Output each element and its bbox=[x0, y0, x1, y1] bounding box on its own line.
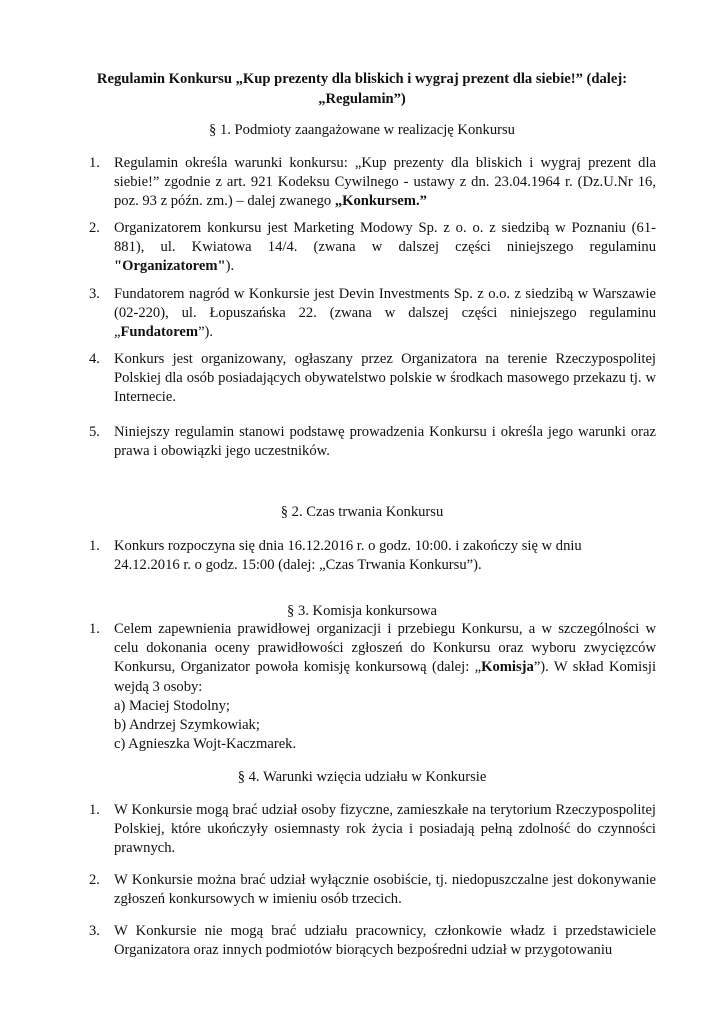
list-item bbox=[89, 154, 656, 212]
item-text: Fundatorem nagród w Konkursie jest Devin Investments Sp. z o.o. z siedzibą w Warszawie (02-220), ul. Łopuszańska 22. (zwana w dalszej części niniejszego regulaminu „Fundatorem”). bbox=[114, 286, 656, 341]
item-number: 4. bbox=[89, 351, 100, 367]
section-heading-1: § 1. Podmioty zaangażowane w realizację Konkursu bbox=[209, 122, 515, 138]
item-text: W Konkursie można brać udział wyłącznie osobiście, tj. niedopuszczalne jest dokonywanie zgłoszeń konkursowych w imieniu osób trzecich. bbox=[114, 872, 656, 908]
item-number: 3. bbox=[89, 923, 100, 939]
list-item bbox=[89, 620, 656, 754]
item-text: W Konkursie mogą brać udział osoby fizyczne, zamieszkałe na terytorium Rzeczypospolitej Polskiej, które ukończyły osiemnasty rok życia i posiadają pełną zdolność do czynności prawnych. bbox=[114, 802, 656, 857]
item-number: 1. bbox=[89, 802, 100, 818]
list-item bbox=[89, 537, 656, 575]
item-text: Niniejszy regulamin stanowi podstawę prowadzenia Konkursu i określa jego warunki oraz prawa i obowiązki jego uczestników. bbox=[114, 424, 656, 460]
section-heading-4: § 4. Warunki wzięcia udziału w Konkursie bbox=[237, 769, 487, 785]
item-number: 5. bbox=[89, 424, 100, 440]
title-line-1: Regulamin Konkursu „Kup prezenty dla bliskich i wygraj prezent dla siebie!” (dalej: bbox=[96, 71, 628, 87]
committee-member: a) Maciej Stodolny; bbox=[114, 697, 230, 714]
item-text: W Konkursie nie mogą brać udziału pracownicy, członkowie władz i przedstawiciele Organizatora oraz innych podmiotów biorących bezpośredni udział w przygotowaniu bbox=[114, 923, 656, 959]
title-line-2: „Regulamin”) bbox=[318, 91, 406, 107]
list-item bbox=[89, 922, 656, 960]
list-item bbox=[89, 285, 656, 343]
item-text: Konkurs jest organizowany, ogłaszany przez Organizatora na terenie Rzeczypospolitej Polskiej dla osób posiadających obywatelstwo polskie w środkach masowego przekazu tj. w Internecie. bbox=[114, 351, 656, 406]
list-item bbox=[89, 219, 656, 277]
item-number: 2. bbox=[89, 220, 100, 236]
item-text: Celem zapewnienia prawidłowej organizacji i przebiegu Konkursu, a w szczególności w celu dokonania oceny prawidłowości zgłoszeń do Konkursu oraz wyboru zwycięzców Konkursu, Organizator powoła komisję konkursową (dalej: „Komisja”). W skład Komisji wejdą 3 osoby: a) Maciej Stodolny; b) Andrzej Szymkowiak; c) Agnieszka Wojt-Kaczmarek. bbox=[114, 620, 656, 754]
committee-member: c) Agnieszka Wojt-Kaczmarek. bbox=[114, 736, 297, 753]
section-heading-2: § 2. Czas trwania Konkursu bbox=[280, 504, 444, 520]
item-text: Konkurs rozpoczyna się dnia 16.12.2016 r. o godz. 10:00. i zakończy się w dniu 24.12.2016 r. o godz. 15:00 (dalej: „Czas Trwania Konkursu”). bbox=[114, 538, 582, 574]
section-heading-3: § 3. Komisja konkursowa bbox=[287, 603, 437, 619]
item-number: 1. bbox=[89, 538, 100, 554]
item-text: Organizatorem konkursu jest Marketing Modowy Sp. z o. o. z siedzibą w Poznaniu (61-881), ul. Kwiatowa 14/4. (zwana w dalszej części niniejszego regulaminu "Organizatorem"). bbox=[114, 220, 656, 275]
committee-member: b) Andrzej Szymkowiak; bbox=[114, 717, 260, 734]
item-number: 1. bbox=[89, 621, 100, 637]
item-number: 2. bbox=[89, 872, 100, 888]
document-title bbox=[80, 69, 644, 109]
list-item bbox=[89, 423, 656, 461]
item-number: 1. bbox=[89, 155, 100, 171]
list-item bbox=[89, 350, 656, 408]
list-item bbox=[89, 871, 656, 909]
item-text: Regulamin określa warunki konkursu: „Kup prezenty dla bliskich i wygraj prezent dla siebie!” zgodnie z art. 921 Kodeksu Cywilnego - ustawy z dn. 23.04.1964 r. (Dz.U.Nr 16, poz. 93 z późn. zm.) – dalej zwanego „Konkursem.” bbox=[114, 155, 656, 210]
item-number: 3. bbox=[89, 286, 100, 302]
list-item bbox=[89, 801, 656, 859]
